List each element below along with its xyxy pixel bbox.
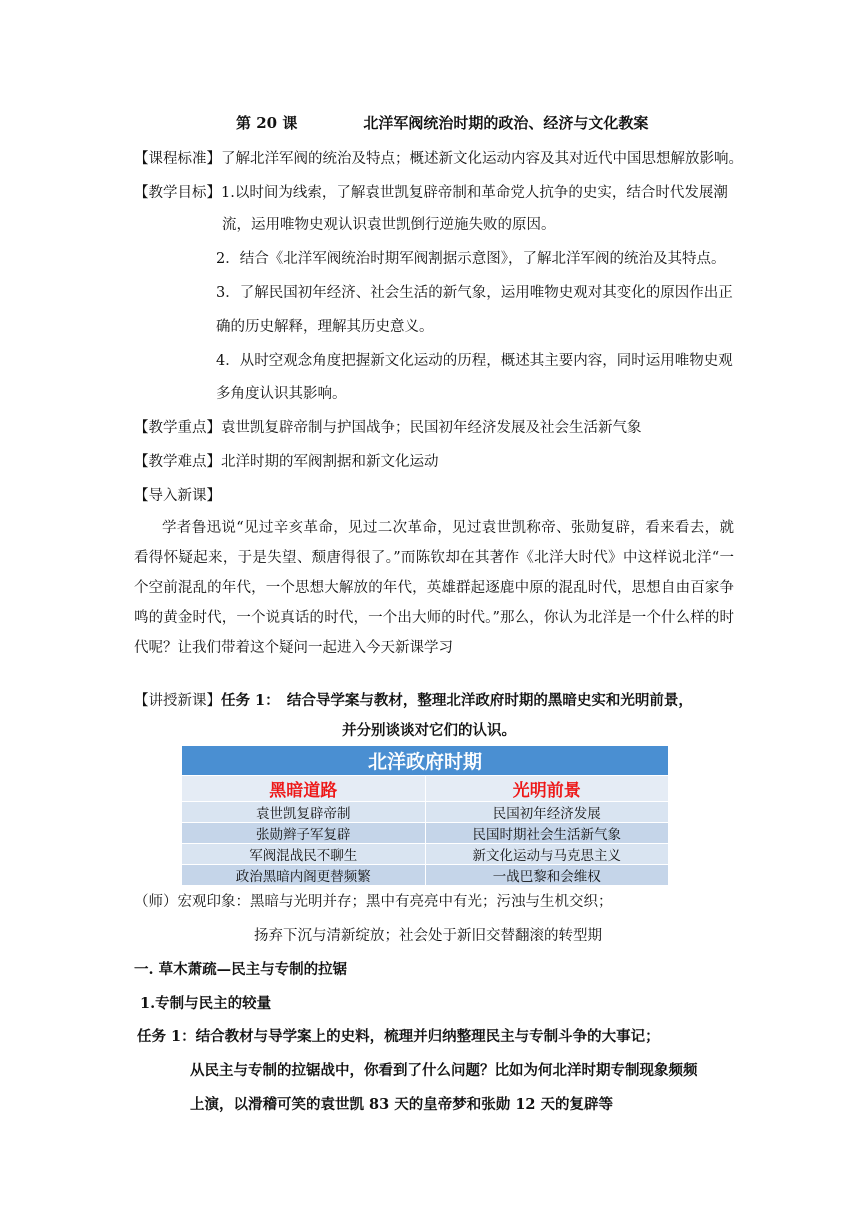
lesson-name: 北洋军阀统治时期的政治、经济与文化教案 <box>363 114 649 132</box>
table-cell: 袁世凯复辟帝制 <box>182 802 426 823</box>
objective-4-line-2: 多角度认识其影响。 <box>216 386 347 402</box>
objective-2: 2．结合《北洋军阀统治时期军阀割据示意图》，了解北洋军阀的统治及其特点。 <box>216 251 726 267</box>
keypoints-label: 【教学重点】 <box>134 420 221 436</box>
intro-label: 【导入新课】 <box>134 488 221 504</box>
table-cell: 政治黑暗内阁更替频繁 <box>182 865 426 886</box>
table-row <box>182 802 669 823</box>
objective-1-line-2: 流，运用唯物史观认识袁世凯倒行逆施失败的原因。 <box>222 217 556 233</box>
difficulty-text: 北洋时期的军阀割据和新文化运动 <box>221 454 439 470</box>
table-cell: 新文化运动与马克思主义 <box>425 844 669 865</box>
objectives-label: 【教学目标】 <box>134 185 221 201</box>
objective-3-line-2: 确的历史解释，理解其历史意义。 <box>216 319 434 335</box>
beiyang-comparison-table <box>181 745 669 886</box>
table-cell: 军阀混战民不聊生 <box>182 844 426 865</box>
difficulty-label: 【教学难点】 <box>134 454 221 470</box>
teacher-note-line-2: 扬弃下沉与清新绽放；社会处于新旧交替翻滚的转型期 <box>254 928 602 944</box>
difficulty-line <box>134 450 439 471</box>
lecture-task-head: 任务 1： 结合导学案与教材，整理北洋政府时期的黑暗史实和光明前景， <box>221 692 693 709</box>
table-row <box>182 844 669 865</box>
table-cell: 一战巴黎和会维权 <box>425 865 669 886</box>
table-cell: 张勋辫子军复辟 <box>182 823 426 844</box>
objectives-line-1 <box>134 181 728 202</box>
subsection-heading: 1.专制与民主的较量 <box>140 995 272 1012</box>
objective-3-line-1: 3．了解民国初年经济、社会生活的新气象，运用唯物史观对其变化的原因作出正 <box>216 285 733 301</box>
keypoints-line <box>134 416 642 437</box>
table-header-bright: 光明前景 <box>425 776 669 802</box>
objective-4-line-1: 4．从时空观念角度把握新文化运动的历程，概述其主要内容，同时运用唯物史观 <box>216 353 733 369</box>
table-cell: 民国时期社会生活新气象 <box>425 823 669 844</box>
standard-text: 了解北洋军阀的统治及特点；概述新文化运动内容及其对近代中国思想解放影响。 <box>221 151 743 167</box>
section-heading: 一. 草木萧疏—民主与专制的拉锯 <box>134 961 348 978</box>
task-1-line-3: 上演，以滑稽可笑的袁世凯 83 天的皇帝梦和张勋 12 天的复辟等 <box>190 1096 614 1113</box>
lecture-task-tail: 并分别谈谈对它们的认识。 <box>342 722 516 739</box>
lecture-line <box>134 689 693 710</box>
table-row <box>182 823 669 844</box>
table-cell: 民国初年经济发展 <box>425 802 669 823</box>
intro-paragraph: 学者鲁迅说“见过辛亥革命，见过二次革命，见过袁世凯称帝、张勋复辟，看来看去，就看得怀疑起来，于是失望、颓唐得很了。”而陈钦却在其著作《北洋大时代》中这样说北洋“一个空前混乱的年代，一个思想大解放的年代，英雄群起逐鹿中原的混乱时代，思想自由百家争鸣的黄金时代，一个说真话的时代，一个出大师的时代。”那么，你认为北洋是一个什么样的时代呢？让我们带着这个疑问一起进入今天新课学习 <box>134 520 734 656</box>
table-header-dark: 黑暗道路 <box>182 776 426 802</box>
objective-1-line-1: 1.以时间为线索，了解袁世凯复辟帝制和革命党人抗争的史实，结合时代发展潮 <box>221 185 728 201</box>
keypoints-text: 袁世凯复辟帝制与护国战争；民国初年经济发展及社会生活新气象 <box>221 420 642 436</box>
lecture-label: 【讲授新课】 <box>134 693 221 709</box>
teacher-note-line-1: （师）宏观印象：黑暗与光明并存；黑中有亮亮中有光；污浊与生机交织； <box>134 894 613 910</box>
table-title: 北洋政府时期 <box>182 746 669 776</box>
task-1-line-1: 任务 1：结合教材与导学案上的史料，梳理并归纳整理民主与专制斗争的大事记； <box>137 1028 660 1045</box>
page-title <box>236 112 648 133</box>
standard-label: 【课程标准】 <box>134 151 221 167</box>
lesson-number: 第 20 课 <box>236 114 298 132</box>
standard-line <box>134 147 743 168</box>
task-1-line-2: 从民主与专制的拉锯战中，你看到了什么问题？比如为何北洋时期专制现象频频 <box>190 1062 698 1079</box>
table-row <box>182 865 669 886</box>
